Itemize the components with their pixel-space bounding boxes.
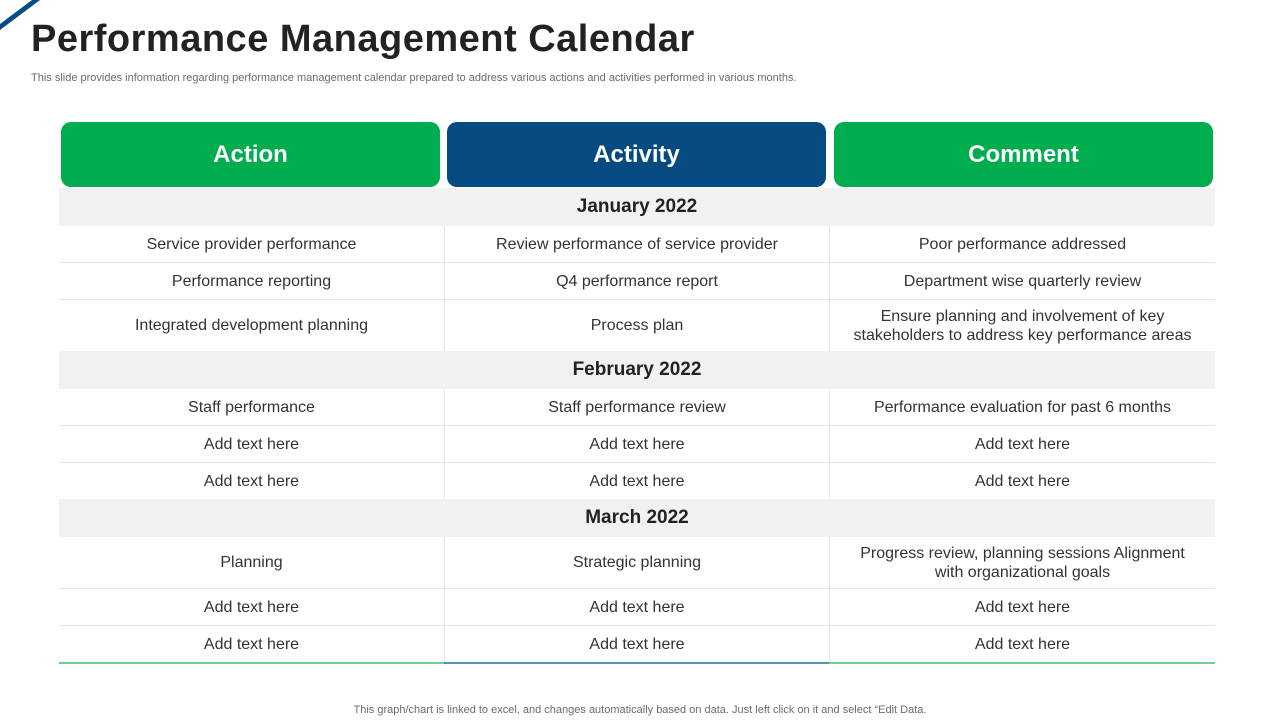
action-cell: Add text here: [203, 435, 300, 453]
activity-cell: Add text here: [444, 463, 829, 499]
action-cell: Service provider performance: [146, 235, 357, 253]
action-cell: Staff performance: [188, 398, 315, 416]
activity-cell: Process plan: [444, 300, 829, 351]
header-comment: Comment: [834, 122, 1213, 187]
activity-cell: Q4 performance report: [444, 263, 829, 299]
footer-note: This graph/chart is linked to excel, and changes automatically based on data. Just left click on it and select “Edit Data.: [353, 704, 927, 716]
bottom-rule-blue-middle: [444, 662, 829, 664]
comment-cell: Add text here: [829, 589, 1215, 625]
calendar-table: [59, 188, 1215, 664]
month-band-march: March 2022: [59, 499, 1215, 537]
action-cell: Planning: [220, 554, 283, 571]
page-title: Performance Management Calendar: [31, 18, 695, 60]
comment-cell: Poor performance addressed: [829, 226, 1215, 262]
action-cell: Performance reporting: [171, 272, 332, 290]
table-row: [59, 300, 1215, 351]
activity-cell: Add text here: [444, 626, 829, 662]
column-headers: [61, 122, 1213, 187]
comment-cell: Add text here: [829, 426, 1215, 462]
comment-cell: Ensure planning and involvement of key stakeholders to address key performance areas: [829, 300, 1215, 351]
header-action: Action: [61, 122, 440, 187]
header-activity: Activity: [447, 122, 826, 187]
comment-cell: Performance evaluation for past 6 months: [829, 389, 1215, 425]
month-band-february: February 2022: [59, 351, 1215, 389]
bottom-rule-green-right: [829, 662, 1215, 664]
activity-cell: Add text here: [444, 426, 829, 462]
table-row: [59, 426, 1215, 463]
activity-cell: Staff performance review: [444, 389, 829, 425]
bottom-rule-green-left: [59, 662, 444, 664]
table-row: [59, 626, 1215, 662]
action-cell: Add text here: [203, 472, 300, 490]
table-row: [59, 589, 1215, 626]
table-row: [59, 226, 1215, 263]
comment-cell: Add text here: [829, 463, 1215, 499]
table-row: [59, 463, 1215, 499]
page-subtitle: This slide provides information regarding performance management calendar prepared to address various actions and activities performed in various months.: [31, 72, 797, 84]
action-cell: Integrated development planning: [134, 317, 369, 334]
action-cell: Add text here: [203, 598, 300, 616]
activity-cell: Add text here: [444, 589, 829, 625]
table-row: [59, 263, 1215, 300]
comment-cell: Progress review, planning sessions Alignment with organizational goals: [829, 537, 1215, 588]
activity-cell: Strategic planning: [444, 537, 829, 588]
activity-cell: Review performance of service provider: [444, 226, 829, 262]
month-band-january: January 2022: [59, 188, 1215, 226]
table-row: [59, 537, 1215, 589]
comment-cell: Add text here: [829, 626, 1215, 662]
table-bottom-rule: [59, 662, 1215, 664]
action-cell: Add text here: [203, 635, 300, 653]
table-row: [59, 389, 1215, 426]
comment-cell: Department wise quarterly review: [829, 263, 1215, 299]
